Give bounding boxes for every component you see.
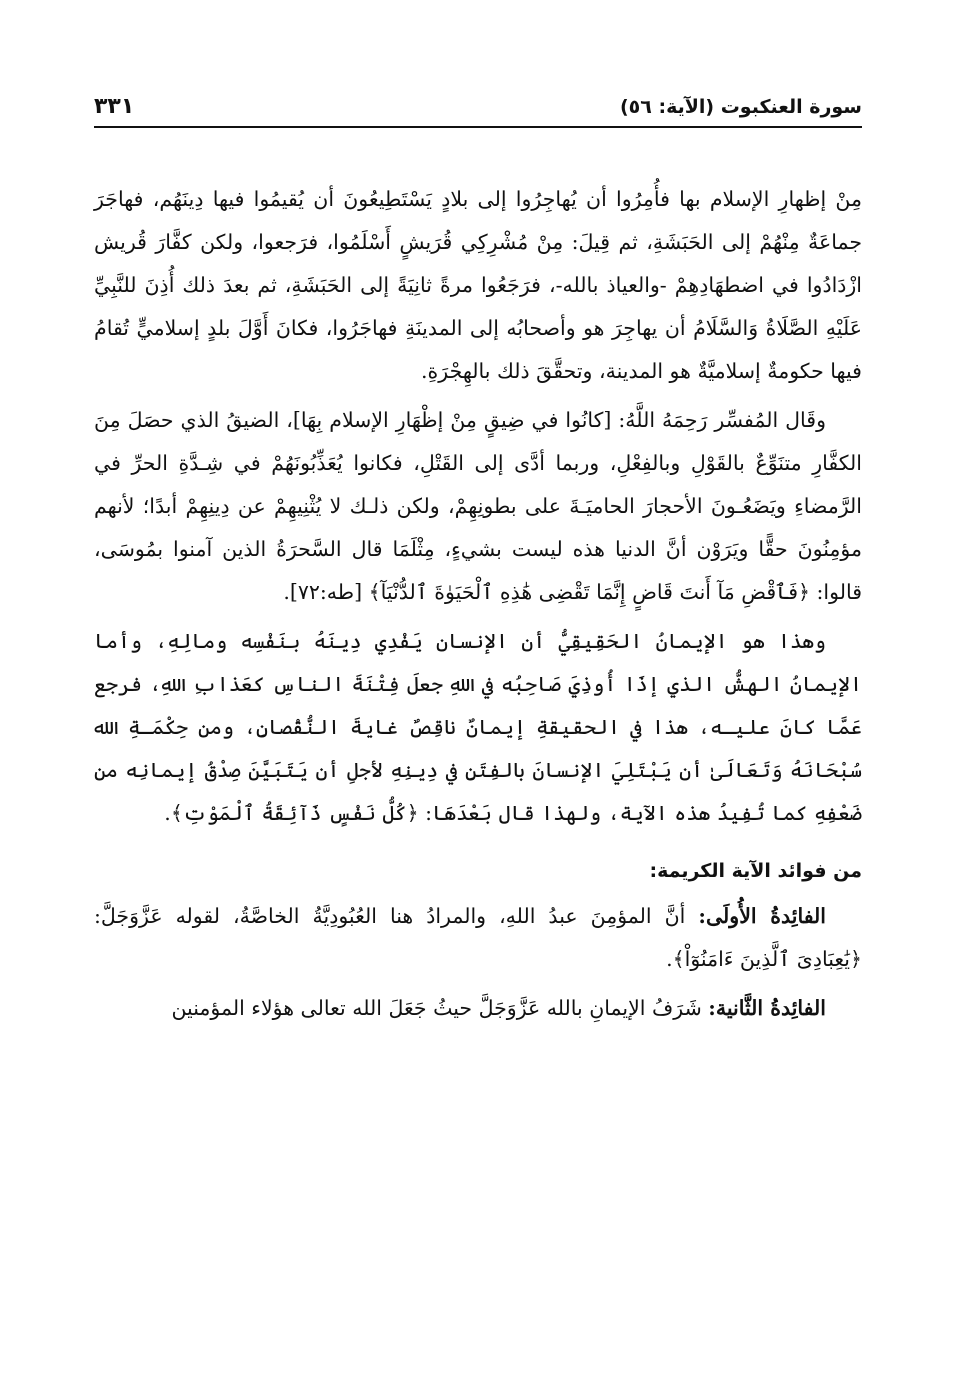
paragraph-2: وقَال المُفسِّر رَحِمَهُ اللَّهُ: [كانُوا في ضِيقٍ مِنْ إظْهَارِ الإسلام بِهَا]، الضيقُ الذي حصَلَ مِنَ الكفَّارِ متنَوِّعٌ بالقَوْلِ وبالفِعْلِ، وربما أدَّى إلى القَتْلِ، فكانوا يُعَذِّبُونَهُمْ في شِـدَّةِ الحرِّ في الرَّمضاءِ ويَضَعُـونَ الأحجارَ الحاميَـةَ على بطونِهِمْ، ولكن ذلـك لا يُثْنِيهِمْ عن دِينِهِمْ أبدًا؛ لأنهم مؤمِنُونَ حقًّا ويَرَوْن أنَّ الدنيا هذه ليست بشيءٍ، مِثْلَمَا قال السَّحرَةُ الذين آمنوا بمُوسَى، قالوا: ﴿فَٱقْضِ مَآ أَنتَ قَاضٍ إِنَّمَا تَقْضِى هَٰذِهِ ٱلْحَيَوٰةَ ٱلدُّنْيَآ﴾ [طه:٧٢]. xyxy=(94,408,862,604)
running-title: سورة العنكبوت (الآية: ٥٦) xyxy=(619,96,862,118)
paragraph-1: مِنْ إظهارِ الإسلام بها فأُمِرُوا أن يُهاجِرُوا إلى بلادٍ يَسْتَطِيعُونَ أن يُقيمُوا فيها دِينَهُم، فهاجَرَ جماعَةٌ مِنْهُمْ إلى الحَبَشَةِ، ثم قِيلَ: مِنْ مُشْرِكِي قُرَيشٍ أَسْلَمُوا، فرَجعوا، ولكن كفَّارَ قُريش ازْدَادُوا في اضطهَادِهِمْ -والعياذ بالله-، فرَجَعُوا مرةً ثانِيَةً إلى الحَبَشَةِ، ثم بعدَ ذلك أُذِنَ للنَّبِيِّ عَلَيْهِ الصَّلَاةُ وَالسَّلَامُ أن يهاجِرَ هو وأصحابُه إلى المدينَةِ فهاجَرُوا، فكانَ أَوَّلَ بلدٍ إسلاميٍّ تُقامُ فيها حكومةٌ إسلاميَّةٌ هو المدينة، وتحقَّقَ ذلك بالهِجْرَةِ. xyxy=(94,187,862,383)
section-heading: من فوائد الآية الكريمة: xyxy=(649,860,862,882)
header-rule xyxy=(94,126,862,128)
body-text xyxy=(94,178,862,1030)
benefit-1-label: الفائِدةُ الأُولَى: xyxy=(698,904,827,928)
benefit-2-label: الفائِدةُ الثَّانية: xyxy=(708,996,826,1020)
page-number: ٣٣١ xyxy=(94,94,135,119)
benefit-2 xyxy=(94,987,862,1030)
page-header xyxy=(94,92,862,128)
benefit-2-text: شَرَفُ الإيمانِ بالله عَزَّوَجَلَّ حيثُ جَعَلَ الله تعالى هؤلاء المؤمنين xyxy=(171,996,709,1020)
benefit-1 xyxy=(94,895,862,981)
paragraph-3: وهذا هو الإيمانُ الحَقِيقِيُّ أن الإنسان يَفْدِي دِينَهُ بنَفْسِه ومالِهِ، وأما الإيمانُ الهشُّ الذي إذَا أُوذِيَ صَاحِبُه في اللهِ جعلَ فِتْنَةَ الناسِ كعَذابِ اللهِ، فرجع عَمَّا كانَ عليـه، هذا في الحقيقةِ إيمانٌ ناقِصٌ غايةَ النُّقْصانِ، ومن حِكْمَـةِ الله سُبْحَانَهُ وَتَعَالَىٰ أن يَبْتَلِيَ الإنسانَ بالفِتَنِ في دِينِهِ لأجلِ أن يَتَبَيَّنَ صِدْقُ إيمانِه من ضَعْفِهِ كما تُفِيدُ هذه الآية، ولهذا قال بَعْدَهَا: ﴿كُلُّ نَفْسٍ ذَآئِقَةُ ٱلْمَوْتِ﴾. xyxy=(94,629,862,825)
benefit-1-text: أنَّ المؤمِنَ عبدُ اللهِ، والمرادُ هنا العُبُودِيَّةُ الخاصَّةُ، لقوله عَزَّوَجَلَّ: ﴿يَٰعِبَادِىَ ٱلَّذِينَ ءَامَنُوٓاْ﴾. xyxy=(94,904,862,971)
